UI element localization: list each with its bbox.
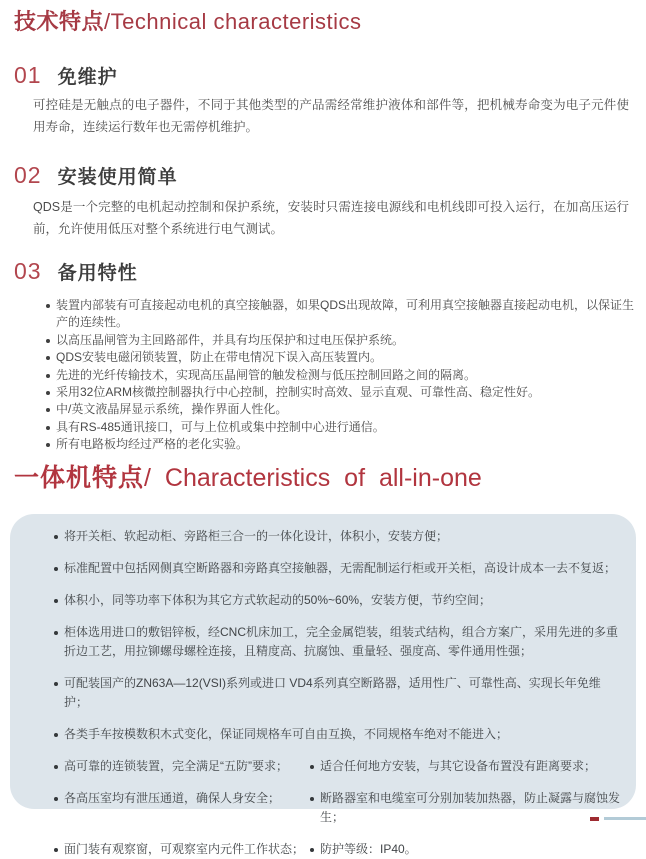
list-item-text: QDS安装电磁闭锁装置，防止在带电情况下误入高压装置内。	[56, 350, 383, 365]
section-03-bullet-list	[46, 297, 638, 454]
list-item-text: 先进的光纤传输技术，实现高压晶闸管的触发检测与低压控制回路之间的隔离。	[56, 367, 477, 382]
list-item-text: 各高压室均有泄压通道，确保人身安全；	[64, 791, 281, 805]
list-item	[46, 297, 638, 332]
section-02-header	[14, 162, 178, 189]
list-item	[46, 419, 638, 436]
list-item	[54, 840, 310, 859]
bullet-icon	[46, 426, 50, 430]
allinone-title-en: / Characteristics of all-in-one	[144, 464, 482, 492]
bullet-icon	[46, 374, 50, 378]
list-item-text: 中/英文液晶屏显示系统，操作界面人性化。	[56, 402, 288, 417]
list-item-text: 体积小，同等功率下体积为其它方式软起动的50%~60%，安装方便，节约空间；	[64, 593, 492, 607]
bullet-icon	[310, 797, 314, 801]
list-item-text: 具有RS-485通讯接口，可与上位机或集中控制中心进行通信。	[56, 419, 385, 434]
list-item-text: 将开关柜、软起动柜、旁路柜三合一的一体化设计，体积小，安装方便；	[64, 529, 449, 543]
list-item-text: 所有电路板均经过严格的老化实验。	[56, 437, 249, 452]
allinone-bullet-list	[54, 527, 620, 744]
list-item-text: 以高压晶闸管为主回路部件，并具有均压保护和过电压保护系统。	[56, 332, 405, 347]
list-item	[54, 789, 310, 827]
bullet-icon	[54, 797, 58, 801]
list-item	[54, 527, 620, 546]
list-item	[54, 757, 310, 776]
allinone-two-column-list	[54, 757, 620, 859]
bullet-icon	[310, 848, 314, 852]
list-item-text: 柜体选用进口的敷铝锌板，经CNC机床加工，完全金属铠装，组装式结构，组合方案广，采用先进的多重折边工艺，用拉铆螺母螺栓连接，且精度高、抗腐蚀、重量轻、强度高、零件通用性强；	[64, 625, 619, 658]
list-item	[54, 623, 620, 661]
list-item	[54, 674, 620, 712]
section-02-heading: 安装使用简单	[57, 167, 178, 188]
bullet-icon	[54, 535, 58, 539]
list-item	[310, 757, 620, 776]
section-03-header	[14, 258, 138, 285]
page-title	[14, 5, 362, 36]
list-item-text: 适合任何地方安装，与其它设备布置没有距离要求；	[320, 759, 597, 773]
section-03-number: 03	[14, 258, 42, 284]
bullet-icon	[54, 848, 58, 852]
list-item-text: 装置内部装有可直接起动电机的真空接触器，如果QDS出现故障，可利用真空接触器直接起动电机，以保证生产的连续性。	[56, 298, 635, 330]
list-item	[46, 332, 638, 349]
list-item-text: 各类手车按模数积木式变化，保证同规格车可自由互换，不同规格车绝对不能进入；	[64, 727, 509, 741]
bullet-icon	[310, 765, 314, 769]
section-01-header	[14, 62, 118, 89]
list-item	[46, 401, 638, 418]
section-01-body: 可控硅是无触点的电子器件，不同于其他类型的产品需经常维护液体和部件等，把机械寿命变为电子元件使用寿命，连续运行数年也无需停机维护。	[33, 98, 629, 134]
page-title-zh: 技术特点	[14, 9, 105, 34]
bullet-icon	[54, 682, 58, 686]
list-item	[46, 367, 638, 384]
allinone-title	[14, 458, 482, 494]
bullet-icon	[46, 391, 50, 395]
list-item-text: 标准配置中包括网侧真空断路器和旁路真空接触器，无需配制运行柜或开关柜，高设计成本一去不复返；	[64, 561, 617, 575]
list-item	[46, 436, 638, 453]
section-01-number: 01	[14, 62, 42, 88]
list-item-text: 高可靠的连锁装置，完全满足“五防”要求；	[64, 759, 288, 773]
bullet-icon	[54, 765, 58, 769]
bullet-icon	[46, 356, 50, 360]
list-item-text: 断路器室和电缆室可分别加装加热器，防止凝露与腐蚀发生；	[320, 791, 621, 824]
list-item-text: 可配装国产的ZN63A—12(VSI)系列或进口 VD4系列真空断路器，适用性广、可靠性高、实现长年免维护；	[64, 676, 601, 709]
list-item	[54, 591, 620, 610]
list-item-text: 采用32位ARM核微控制器执行中心控制，控制实时高效、显示直观、可靠性高、稳定性好。	[56, 385, 541, 400]
list-item-text: 面门装有观察窗，可观察室内元件工作状态；	[64, 842, 305, 856]
section-01-heading: 免维护	[57, 67, 118, 88]
list-item	[54, 559, 620, 578]
bullet-icon	[54, 567, 58, 571]
list-item	[46, 349, 638, 366]
section-02-number: 02	[14, 162, 42, 188]
bullet-icon	[46, 339, 50, 343]
bullet-icon	[46, 443, 50, 447]
list-item	[46, 384, 638, 401]
list-item	[310, 789, 620, 827]
list-item-text: 防护等级：IP40。	[320, 842, 417, 856]
allinone-title-zh: 一体机特点	[14, 464, 145, 492]
allinone-panel	[10, 514, 636, 856]
list-item	[54, 725, 620, 744]
bullet-icon	[46, 304, 50, 308]
page-title-en: /Technical characteristics	[104, 9, 362, 34]
section-02-body: QDS是一个完整的电机起动控制和保护系统，安装时只需连接电源线和电机线即可投入运行，在加高压运行前，允许使用低压对整个系统进行电气测试。	[33, 200, 629, 236]
bullet-icon	[54, 733, 58, 737]
bullet-icon	[54, 599, 58, 603]
list-item	[310, 840, 620, 859]
footer-blue-line	[604, 817, 646, 820]
bullet-icon	[46, 408, 50, 412]
section-03-heading: 备用特性	[57, 263, 138, 284]
bullet-icon	[54, 631, 58, 635]
footer-red-dash	[590, 817, 599, 821]
